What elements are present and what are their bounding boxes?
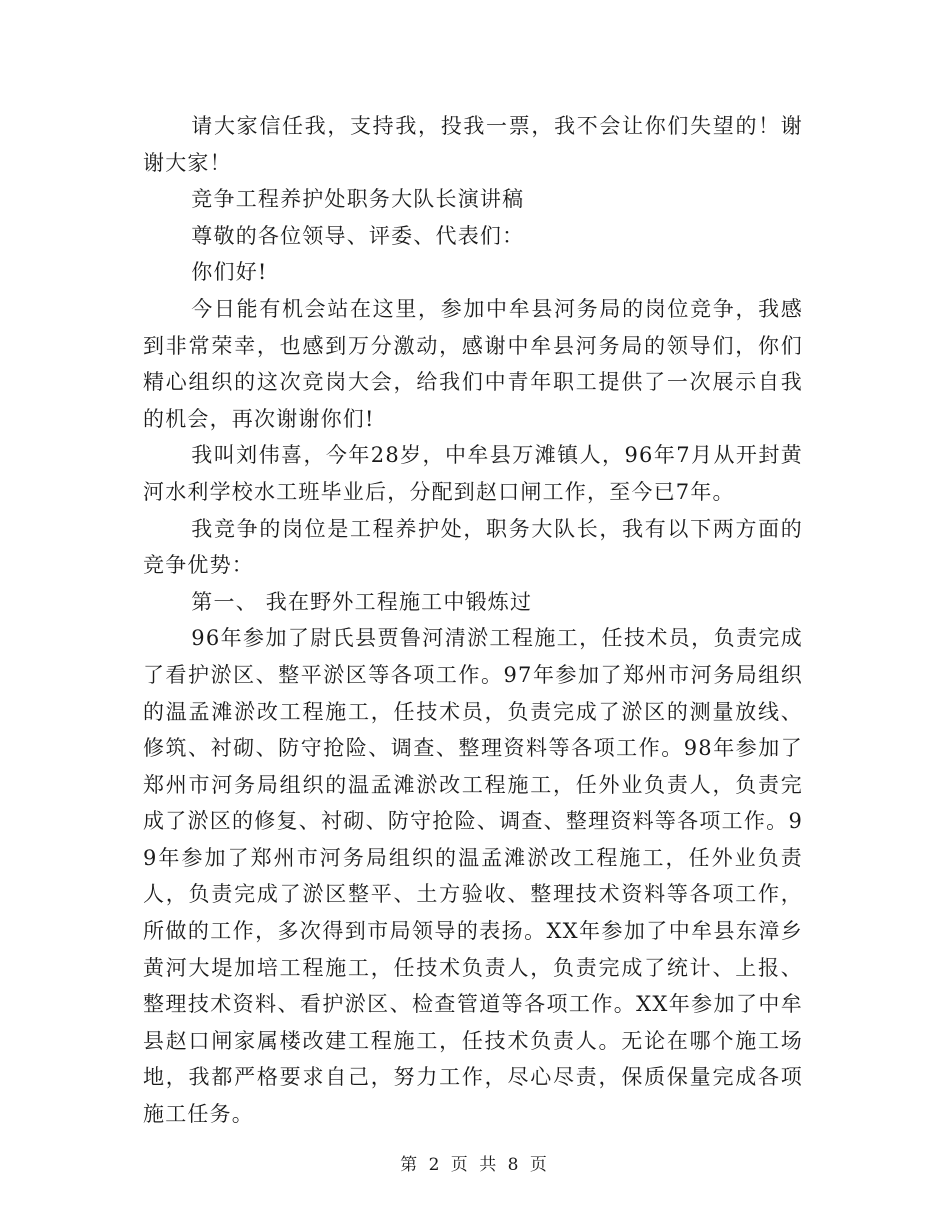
- page-number: 第 2 页 共 8 页: [400, 1155, 550, 1175]
- body-paragraph: 96年参加了尉氏县贾鲁河清淤工程施工，任技术员，负责完成了看护淤区、整平淤区等各项工作。97年参加了郑州市河务局组织的温孟滩淤改工程施工，任技术员，负责完成了淤区的测量放线、修筑、衬砌、防守抢险、调查、整理资料等各项工作。98年参加了郑州市河务局组织的温孟滩淤改工程施工，任外业负责人，负责完成了淤区的修复、衬砌、防守抢险、调查、整理资料等各项工作。99年参加了郑州市河务局组织的温孟滩淤改工程施工，任外业负责人，负责完成了淤区整平、土方验收、整理技术资料等各项工作，所做的工作，多次得到市局领导的表扬。XX年参加了中牟县东漳乡黄河大堤加培工程施工，任技术负责人，负责完成了统计、上报、整理技术资料、看护淤区、检查管道等各项工作。XX年参加了中牟县赵口闸家属楼改建工程施工，任技术负责人。无论在哪个施工场地，我都严格要求自己，努力工作，尽心尽责，保质保量完成各项施工任务。: [143, 626, 803, 1127]
- closing-paragraph: 请大家信任我，支持我，投我一票，我不会让你们失望的！谢谢大家！: [143, 114, 803, 175]
- salutation: 尊敬的各位领导、评委、代表们：: [191, 223, 525, 248]
- speech-title: 竞争工程养护处职务大队长演讲稿: [191, 187, 525, 212]
- document-body: [143, 108, 803, 1133]
- body-paragraph: 我叫刘伟喜，今年28岁，中牟县万滩镇人，96年7月从开封黄河水利学校水工班毕业后，分配到赵口闸工作，至今已7年。: [143, 443, 803, 504]
- body-paragraph: 今日能有机会站在这里，参加中牟县河务局的岗位竞争，我感到非常荣幸，也感到万分激动，感谢中牟县河务局的领导们，你们精心组织的这次竞岗大会，给我们中青年职工提供了一次展示自我的机会，再次谢谢你们!: [143, 296, 803, 431]
- section-heading: 第一、 我在野外工程施工中锻炼过: [191, 589, 533, 614]
- greeting: 你们好!: [191, 260, 268, 285]
- body-paragraph: 我竞争的岗位是工程养护处，职务大队长，我有以下两方面的竞争优势：: [143, 516, 803, 578]
